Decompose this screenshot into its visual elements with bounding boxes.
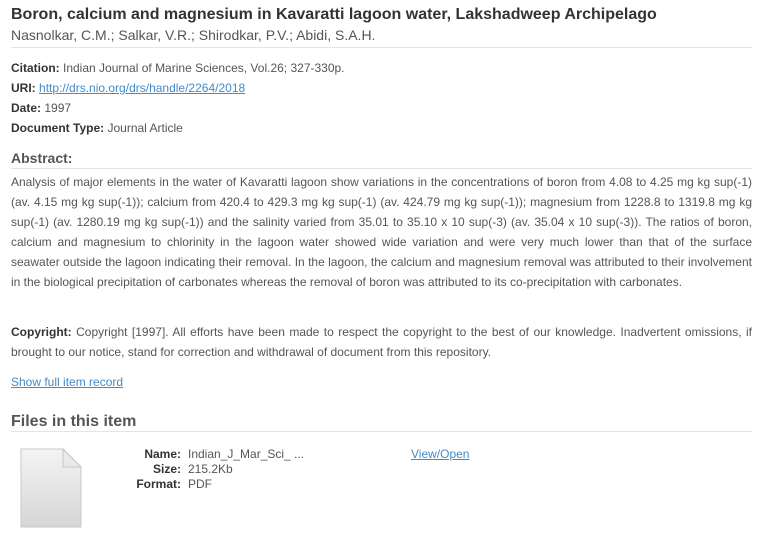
- citation-label: Citation:: [11, 61, 60, 75]
- item-title: Boron, calcium and magnesium in Kavaratti lagoon water, Lakshadweep Archipelago: [11, 6, 657, 23]
- document-type-field: [11, 120, 183, 136]
- file-size-label: Size:: [152, 462, 181, 476]
- document-type-label: Document Type:: [11, 121, 105, 135]
- copyright-text: Copyright [1997]. All efforts have been made to respect the copyright to the best of our knowledge. Inadvertent omissions, if brought to our notice, stand for correction and withdrawal of document from this repository.: [11, 325, 752, 359]
- item-authors: Nasnolkar, C.M.; Salkar, V.R.; Shirodkar, P.V.; Abidi, S.A.H.: [11, 27, 376, 43]
- files-heading: Files in this item: [11, 413, 137, 430]
- uri-link[interactable]: http://drs.nio.org/drs/handle/2264/2018: [39, 81, 246, 95]
- date-field: [11, 100, 71, 116]
- date-label: Date:: [11, 101, 42, 115]
- uri-label: URI:: [11, 81, 36, 95]
- document-type-value: Journal Article: [107, 121, 183, 135]
- file-thumbnail[interactable]: [19, 447, 83, 529]
- files-divider: [11, 431, 752, 432]
- file-format-label: Format:: [136, 477, 181, 491]
- file-name-label: Name:: [144, 447, 181, 461]
- citation-field: [11, 60, 345, 76]
- date-value: 1997: [44, 101, 72, 115]
- title-divider: [11, 47, 752, 48]
- file-name-value: Indian_J_Mar_Sci_ ...: [188, 447, 305, 461]
- file-size-value: 215.2Kb: [188, 462, 233, 476]
- abstract-text: Analysis of major elements in the water of Kavaratti lagoon show variations in the concentrations of boron from 4.08 to 4.25 mg kg sup(-1) (av. 4.15 mg kg sup(-1)); calcium from 420.4 to 429.3 mg kg sup(-1) (av. 424.79 mg kg sup(-1)); magnesium from 1228.8 to 1319.8 mg kg sup(-1) (av. 1280.19 mg kg sup(-1)) and the salinity varied from 35.01 to 35.10 x 10 sup(-3) (av. 35.04 x 10 sup(-3)). The ratios of boron, calcium and magnesium to chlorinity in the lagoon water showed wide variation and were very much lower than that of the surface seawater outside the lagoon indicating their removal. In the lagoon, the calcium and magnesium removal was attributed to their involvement in the biological precipitation of carbonates whereas the removal of boron was attributed to its co-precipitation with carbonates.: [11, 175, 752, 289]
- uri-field: [11, 80, 245, 96]
- citation-value: Indian Journal of Marine Sciences, Vol.26; 327-330p.: [63, 61, 345, 75]
- abstract-heading: Abstract:: [11, 150, 73, 166]
- show-full-record-link[interactable]: Show full item record: [11, 375, 124, 389]
- copyright-block: [11, 322, 752, 362]
- file-format-value: PDF: [188, 477, 212, 491]
- copyright-label: Copyright:: [11, 325, 72, 339]
- file-icon: [19, 447, 83, 529]
- view-open-link[interactable]: View/Open: [411, 447, 470, 461]
- abstract-divider: [11, 168, 752, 169]
